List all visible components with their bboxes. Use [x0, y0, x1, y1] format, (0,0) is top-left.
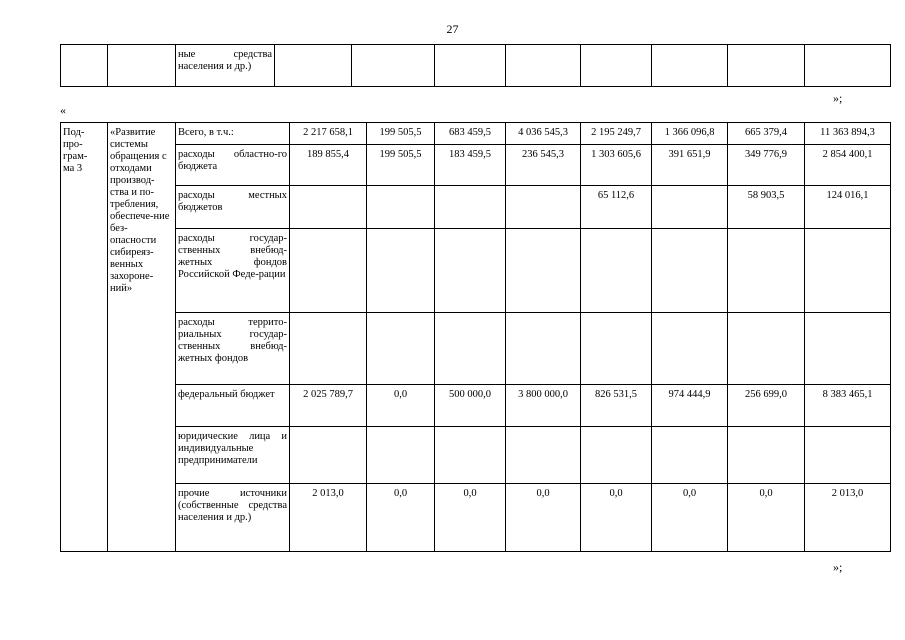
table-cell: [728, 45, 805, 87]
top-table-fragment: [60, 44, 891, 87]
amount-cell: 256 699,0: [728, 385, 805, 427]
amount-cell: 58 903,5: [728, 186, 805, 229]
amount-cell: 974 444,9: [652, 385, 728, 427]
amount-cell: [652, 313, 728, 385]
table-cell: [652, 45, 728, 87]
funding-source-cell: расходы террито-риальных государ-ственных внебюд-жетных фондов: [176, 313, 290, 385]
amount-cell: 2 854 400,1: [805, 145, 891, 186]
table-row: [61, 313, 891, 385]
funding-source-cell: юридические лица и индивидуальные предприниматели: [176, 427, 290, 484]
amount-cell: [581, 229, 652, 313]
amount-cell: 0,0: [728, 484, 805, 552]
amount-cell: [506, 186, 581, 229]
amount-cell: [367, 313, 435, 385]
amount-cell: 199 505,5: [367, 145, 435, 186]
amount-cell: 665 379,4: [728, 123, 805, 145]
amount-cell: 826 531,5: [581, 385, 652, 427]
funding-source-cell: федеральный бюджет: [176, 385, 290, 427]
amount-cell: [652, 186, 728, 229]
amount-cell: [652, 229, 728, 313]
amount-cell: [652, 427, 728, 484]
amount-cell: 199 505,5: [367, 123, 435, 145]
subprogram-title: «Развитие системы обращения с отходами производ-ства и по-требления, обеспече-ние без-опасности сибиреяз-венных захороне-ний»: [108, 123, 176, 552]
funding-source-cell: расходы местных бюджетов: [176, 186, 290, 229]
table-cell: [61, 45, 108, 87]
amount-cell: 349 776,9: [728, 145, 805, 186]
amount-cell: [805, 427, 891, 484]
funding-source-cell: расходы государ-ственных внебюд-жетных фондов Российской Феде-рации: [176, 229, 290, 313]
amount-cell: 236 545,3: [506, 145, 581, 186]
amount-cell: 1 303 605,6: [581, 145, 652, 186]
amount-cell: [805, 313, 891, 385]
amount-cell: 3 800 000,0: [506, 385, 581, 427]
opening-quote: «: [60, 103, 66, 117]
amount-cell: [367, 427, 435, 484]
funding-source-cell: прочие источники (собственные средства населения и др.): [176, 484, 290, 552]
amount-cell: [367, 186, 435, 229]
table-cell: [108, 45, 176, 87]
subprogram-table: [60, 122, 891, 552]
amount-cell: 500 000,0: [435, 385, 506, 427]
amount-cell: [290, 427, 367, 484]
amount-cell: [290, 186, 367, 229]
amount-cell: 2 013,0: [290, 484, 367, 552]
table-cell: [506, 45, 581, 87]
table-cell: [352, 45, 435, 87]
amount-cell: 0,0: [367, 385, 435, 427]
amount-cell: [728, 229, 805, 313]
amount-cell: [435, 229, 506, 313]
amount-cell: [581, 427, 652, 484]
amount-cell: 0,0: [506, 484, 581, 552]
amount-cell: 0,0: [367, 484, 435, 552]
page-number: 27: [446, 22, 459, 36]
amount-cell: [728, 427, 805, 484]
table-cell: [581, 45, 652, 87]
amount-cell: 2 217 658,1: [290, 123, 367, 145]
table-cell: [435, 45, 506, 87]
amount-cell: [367, 229, 435, 313]
table-row: [61, 45, 891, 87]
amount-cell: [435, 313, 506, 385]
amount-cell: [290, 313, 367, 385]
table-row: [61, 145, 891, 186]
amount-cell: 65 112,6: [581, 186, 652, 229]
table-row: [61, 385, 891, 427]
amount-cell: 189 855,4: [290, 145, 367, 186]
table-cell: [805, 45, 891, 87]
source-cell: ные средства населения и др.): [176, 45, 275, 87]
amount-cell: 2 195 249,7: [581, 123, 652, 145]
amount-cell: 183 459,5: [435, 145, 506, 186]
table-row: [61, 427, 891, 484]
table-row: [61, 186, 891, 229]
amount-cell: 0,0: [435, 484, 506, 552]
amount-cell: [506, 313, 581, 385]
amount-cell: 8 383 465,1: [805, 385, 891, 427]
amount-cell: 1 366 096,8: [652, 123, 728, 145]
amount-cell: 0,0: [581, 484, 652, 552]
amount-cell: 683 459,5: [435, 123, 506, 145]
amount-cell: 11 363 894,3: [805, 123, 891, 145]
closing-quote: »;: [833, 91, 843, 105]
amount-cell: 391 651,9: [652, 145, 728, 186]
amount-cell: 4 036 545,3: [506, 123, 581, 145]
funding-source-cell: расходы областно-го бюджета: [176, 145, 290, 186]
amount-cell: [506, 229, 581, 313]
amount-cell: 0,0: [652, 484, 728, 552]
amount-cell: [290, 229, 367, 313]
amount-cell: [581, 313, 652, 385]
subprogram-label: Под- про- грам- ма 3: [61, 123, 108, 552]
funding-source-cell: Всего, в т.ч.:: [176, 123, 290, 145]
amount-cell: 124 016,1: [805, 186, 891, 229]
amount-cell: [435, 427, 506, 484]
amount-cell: 2 013,0: [805, 484, 891, 552]
amount-cell: 2 025 789,7: [290, 385, 367, 427]
closing-quote-bottom: »;: [833, 560, 843, 574]
table-row: [61, 484, 891, 552]
table-row: [61, 123, 891, 145]
amount-cell: [435, 186, 506, 229]
amount-cell: [506, 427, 581, 484]
amount-cell: [805, 229, 891, 313]
amount-cell: [728, 313, 805, 385]
table-cell: [275, 45, 352, 87]
table-row: [61, 229, 891, 313]
